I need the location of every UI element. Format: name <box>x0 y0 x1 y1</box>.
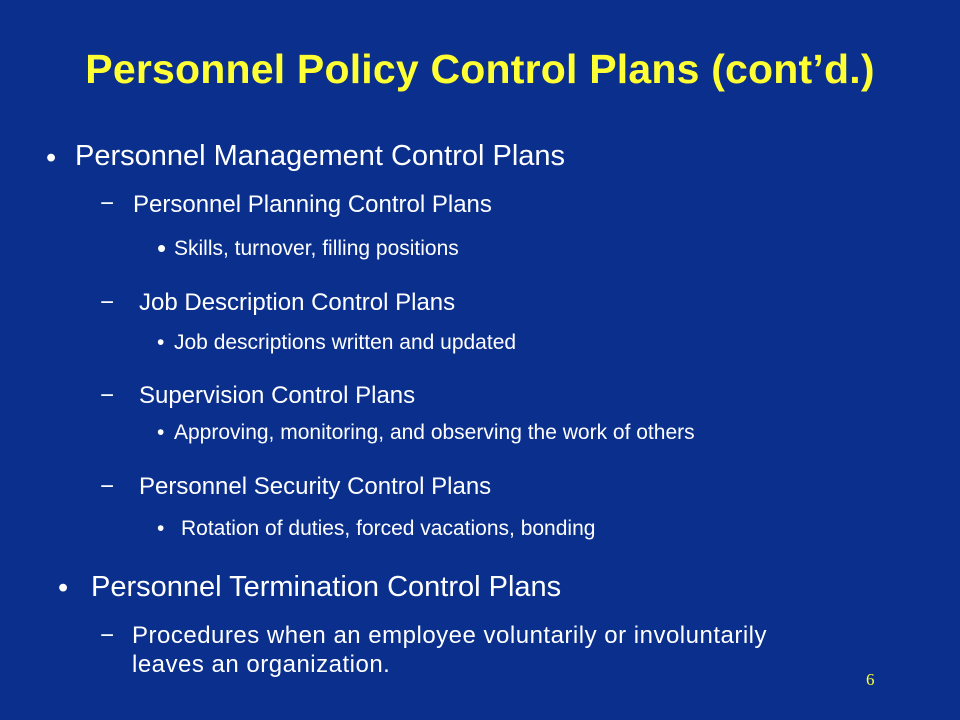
bullet-marker: • <box>58 572 69 604</box>
bullet-marker: • <box>157 233 167 263</box>
item-management: Personnel Management Control Plans <box>75 140 566 172</box>
bullet-marker: • <box>157 331 165 354</box>
item-supervision: Supervision Control Plans <box>139 382 416 409</box>
dash-marker: − <box>100 622 115 649</box>
item-job-description-detail: Job descriptions written and updated <box>174 331 517 354</box>
slide-title: Personnel Policy Control Plans (cont’d.) <box>85 46 875 92</box>
item-termination: Personnel Termination Control Plans <box>91 571 562 603</box>
page-number: 6 <box>866 670 875 689</box>
bullet-marker: • <box>157 421 165 444</box>
item-termination-detail-line1: Procedures when an employee voluntarily or involuntarily <box>132 622 767 649</box>
item-supervision-detail: Approving, monitoring, and observing the work of others <box>174 421 695 444</box>
item-security: Personnel Security Control Plans <box>139 473 492 500</box>
bullet-marker: • <box>157 517 165 540</box>
bullet-marker: • <box>46 142 57 174</box>
item-planning-detail: Skills, turnover, filling positions <box>174 237 459 260</box>
dash-marker: − <box>100 289 115 316</box>
item-termination-detail-line2: leaves an organization. <box>132 651 391 678</box>
dash-marker: − <box>100 382 115 409</box>
item-security-detail: Rotation of duties, forced vacations, bonding <box>181 517 596 540</box>
item-planning: Personnel Planning Control Plans <box>133 191 492 218</box>
item-job-description: Job Description Control Plans <box>139 289 456 316</box>
dash-marker: − <box>100 473 115 500</box>
dash-marker: − <box>100 190 115 217</box>
